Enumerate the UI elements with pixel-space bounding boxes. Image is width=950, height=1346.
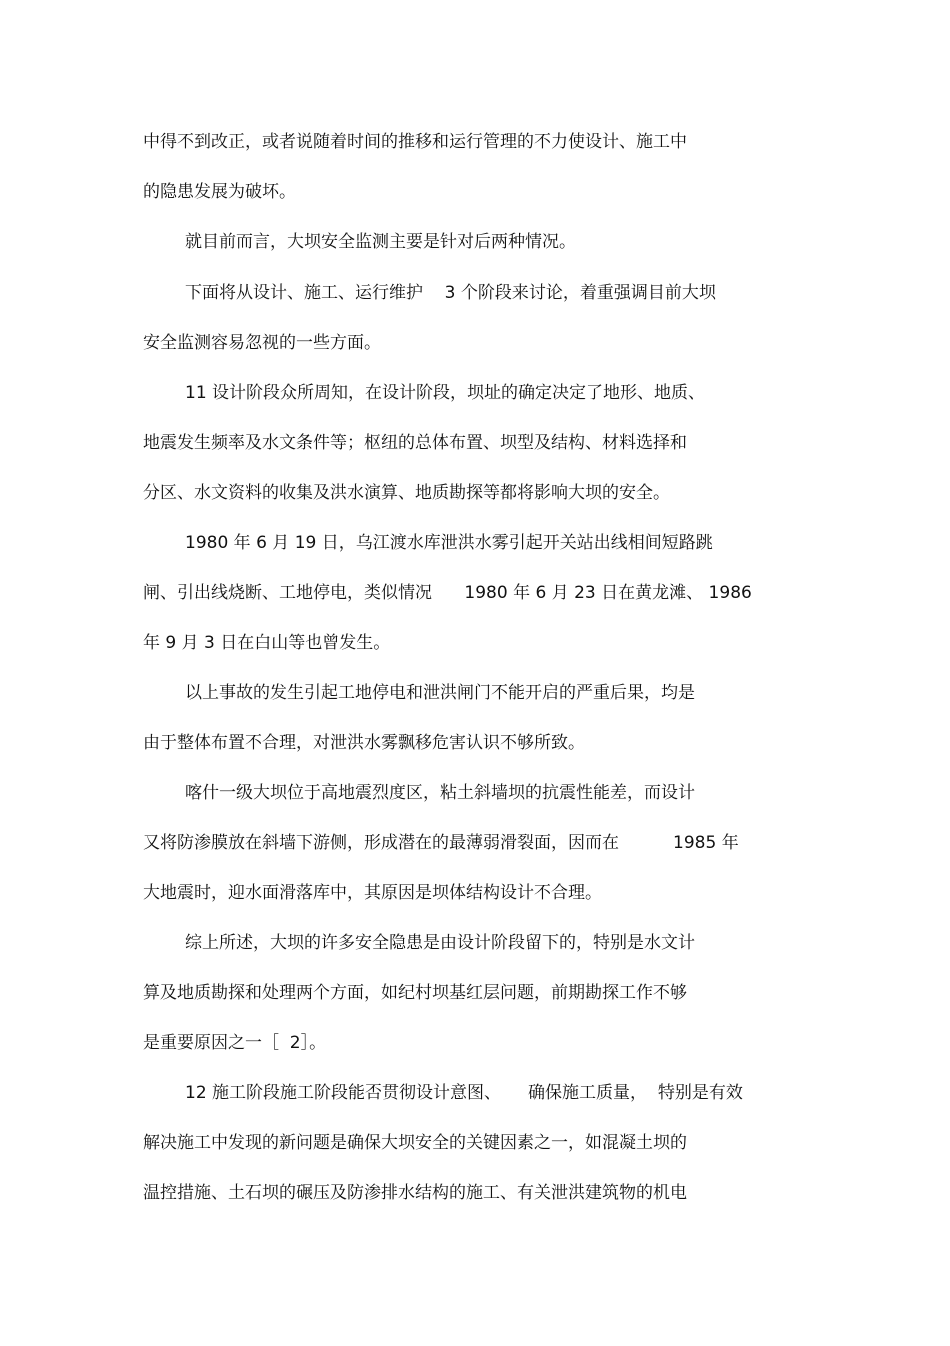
paragraph-start-line: 下面将从设计、施工、运行维护 3 个阶段来讨论，着重强调目前大坝 [185,283,716,303]
text-line: 温控措施、土石坝的碾压及防渗排水结构的施工、有关泄洪建筑物的机电 [143,1183,687,1203]
text-line: 安全监测容易忽视的一些方面。 [143,333,381,353]
text-line: 又将防渗膜放在斜墙下游侧，形成潜在的最薄弱滑裂面，因而在 1985 年 [143,833,739,853]
text-line: 年 9 月 3 日在白山等也曾发生。 [143,633,391,653]
text-line: 是重要原因之一［ 2］。 [143,1033,327,1053]
paragraph-start-line: 就目前而言，大坝安全监测主要是针对后两种情况。 [185,232,576,252]
text-line: 中得不到改正，或者说随着时间的推移和运行管理的不力使设计、施工中 [143,132,687,152]
paragraph-start-line: 以上事故的发生引起工地停电和泄洪闸门不能开启的严重后果，均是 [185,683,695,703]
text-line: 地震发生频率及水文条件等；枢纽的总体布置、坝型及结构、材料选择和 [143,433,687,453]
text-line: 解决施工中发现的新问题是确保大坝安全的关键因素之一，如混凝土坝的 [143,1133,687,1153]
paragraph-start-line: 12 施工阶段施工阶段能否贯彻设计意图、 确保施工质量， 特别是有效 [185,1083,743,1103]
paragraph-start-line: 综上所述，大坝的许多安全隐患是由设计阶段留下的，特别是水文计 [185,933,695,953]
paragraph-start-line: 11 设计阶段众所周知，在设计阶段，坝址的确定决定了地形、地质、 [185,383,706,403]
text-line: 闸、引出线烧断、工地停电，类似情况 1980 年 6 月 23 日在黄龙滩、 1986 [143,583,752,603]
text-line: 的隐患发展为破坏。 [143,182,296,202]
paragraph-start-line: 喀什一级大坝位于高地震烈度区，粘土斜墙坝的抗震性能差，而设计 [185,783,695,803]
text-line: 由于整体布置不合理，对泄洪水雾飘移危害认识不够所致。 [143,733,585,753]
paragraph-start-line: 1980 年 6 月 19 日，乌江渡水库泄洪水雾引起开关站出线相间短路跳 [185,533,713,553]
text-line: 分区、水文资料的收集及洪水演算、地质勘探等都将影响大坝的安全。 [143,483,670,503]
text-line: 算及地质勘探和处理两个方面，如纪村坝基红层问题，前期勘探工作不够 [143,983,687,1003]
text-line: 大地震时，迎水面滑落库中，其原因是坝体结构设计不合理。 [143,883,602,903]
